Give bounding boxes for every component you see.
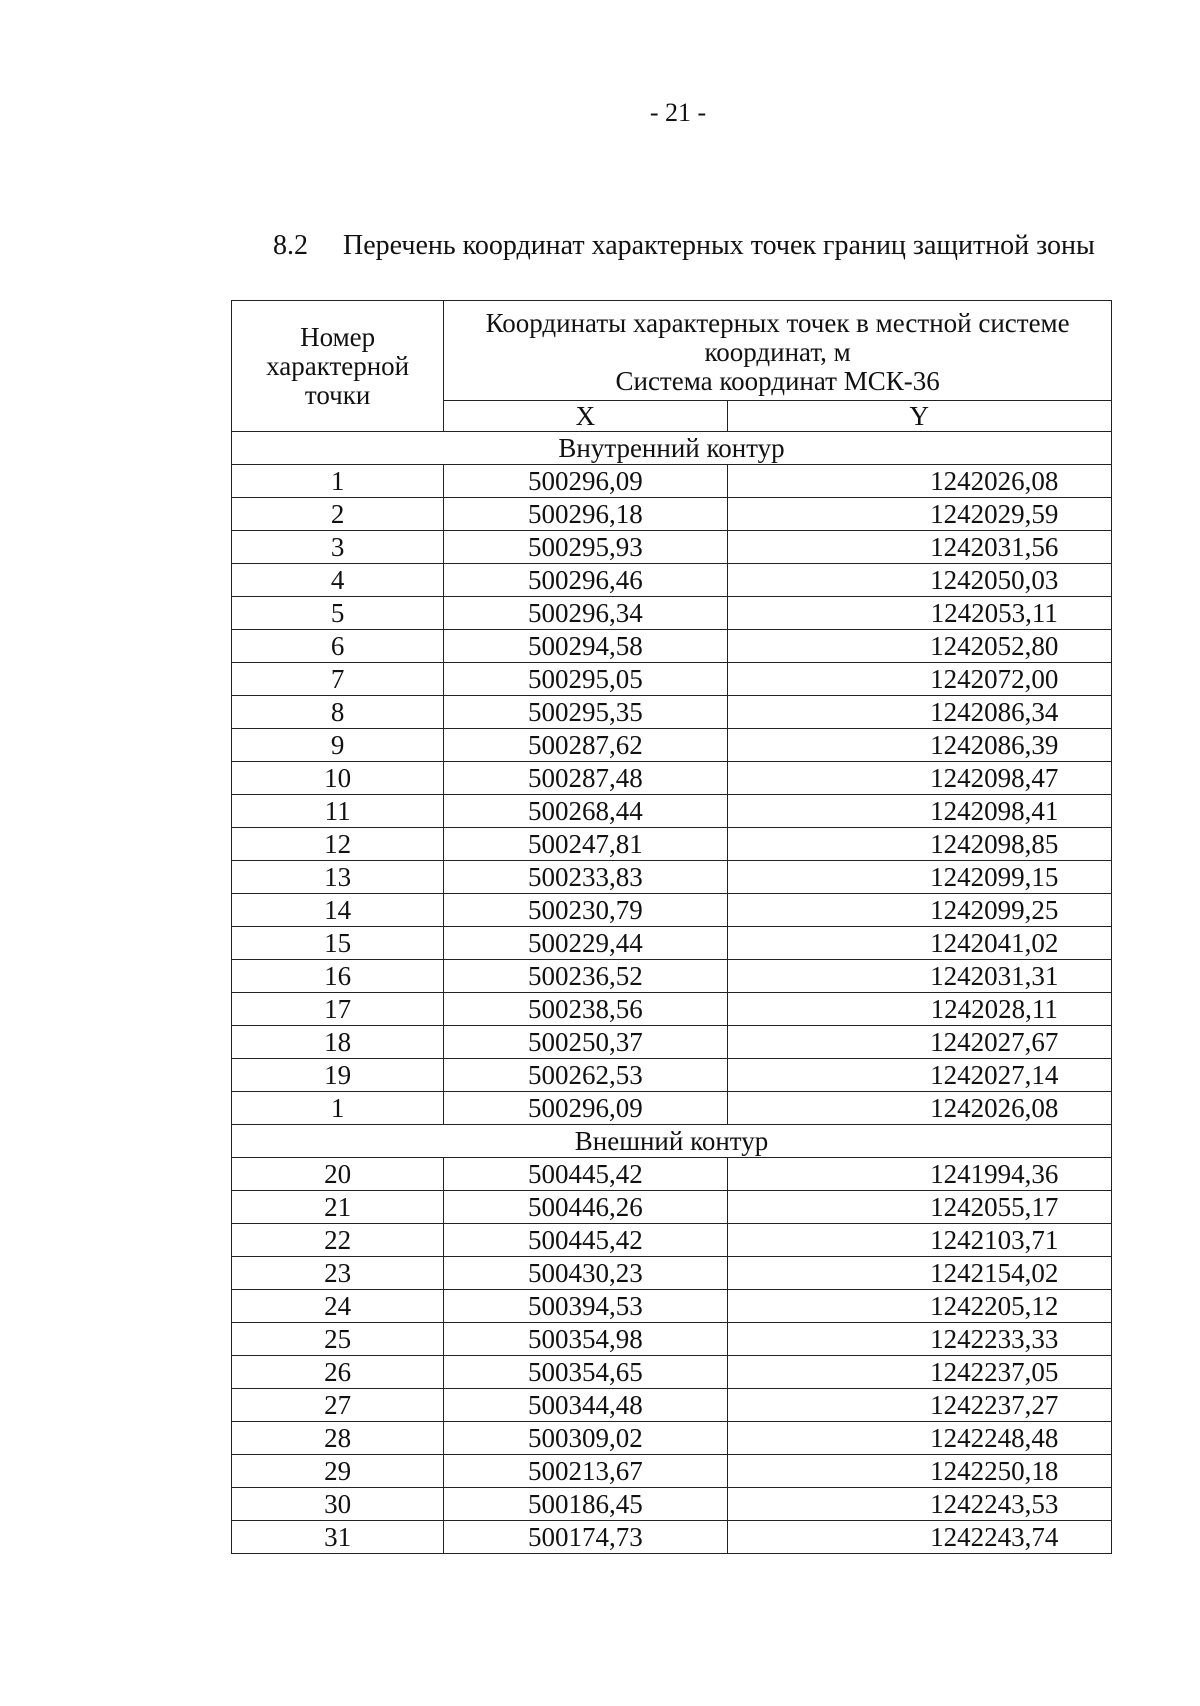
cell-point-number: 25 [232,1323,444,1356]
cell-x: 500296,09 [444,1092,727,1125]
cell-point-number: 30 [232,1488,444,1521]
section-number: 8.2 [273,230,308,261]
table-row [232,993,1112,1026]
cell-x: 500354,98 [444,1323,727,1356]
cell-y: 1242098,85 [727,828,1111,861]
section-heading [273,230,1095,262]
table-row [232,498,1112,531]
cell-y: 1242098,41 [727,795,1111,828]
cell-point-number: 27 [232,1389,444,1422]
coordinates-table [231,300,1112,1554]
cell-y: 1242233,33 [727,1323,1111,1356]
cell-y: 1242086,34 [727,696,1111,729]
cell-x: 500394,53 [444,1290,727,1323]
cell-x: 500294,58 [444,630,727,663]
cell-x: 500186,45 [444,1488,727,1521]
table-row [232,729,1112,762]
cell-x: 500430,23 [444,1257,727,1290]
cell-x: 500446,26 [444,1191,727,1224]
table-row [232,1455,1112,1488]
cell-x: 500354,65 [444,1356,727,1389]
cell-point-number: 9 [232,729,444,762]
table-row [232,465,1112,498]
header-coordinates [444,301,1112,401]
cell-x: 500295,93 [444,531,727,564]
cell-y: 1242099,25 [727,894,1111,927]
cell-point-number: 22 [232,1224,444,1257]
header-coordinates-line-2: координат, м [704,336,851,367]
cell-y: 1242243,53 [727,1488,1111,1521]
cell-x: 500344,48 [444,1389,727,1422]
cell-point-number: 6 [232,630,444,663]
cell-y: 1242205,12 [727,1290,1111,1323]
cell-x: 500262,53 [444,1059,727,1092]
cell-x: 500174,73 [444,1521,727,1554]
cell-point-number: 11 [232,795,444,828]
page-number: - 21 - [649,98,707,127]
contour-group-row [232,432,1112,465]
cell-point-number: 28 [232,1422,444,1455]
cell-point-number: 23 [232,1257,444,1290]
cell-x: 500296,09 [444,465,727,498]
section-title: Перечень координат характерных точек границ защитной зоны [343,230,1095,261]
cell-point-number: 4 [232,564,444,597]
table-row [232,762,1112,795]
cell-point-number: 24 [232,1290,444,1323]
cell-y: 1242103,71 [727,1224,1111,1257]
table-row [232,1224,1112,1257]
header-coordinates-line-3: Система координат МСК-36 [615,365,940,396]
cell-x: 500295,35 [444,696,727,729]
cell-point-number: 5 [232,597,444,630]
cell-point-number: 17 [232,993,444,1026]
contour-title: Внешний контур [232,1125,1112,1158]
cell-x: 500247,81 [444,828,727,861]
table-row [232,597,1112,630]
cell-y: 1242026,08 [727,1092,1111,1125]
cell-point-number: 1 [232,1092,444,1125]
cell-y: 1242154,02 [727,1257,1111,1290]
table-row [232,1488,1112,1521]
table-row [232,1323,1112,1356]
table-row [232,1521,1112,1554]
table-row [232,1158,1112,1191]
table-row [232,1191,1112,1224]
cell-x: 500287,62 [444,729,727,762]
cell-y: 1242028,11 [727,993,1111,1026]
cell-y: 1242031,31 [727,960,1111,993]
cell-x: 500229,44 [444,927,727,960]
cell-y: 1242053,11 [727,597,1111,630]
cell-point-number: 12 [232,828,444,861]
table-row [232,927,1112,960]
table-row [232,564,1112,597]
table-row [232,1092,1112,1125]
table-row [232,1422,1112,1455]
table-row [232,861,1112,894]
cell-y: 1242052,80 [727,630,1111,663]
cell-y: 1242072,00 [727,663,1111,696]
cell-x: 500268,44 [444,795,727,828]
cell-x: 500295,05 [444,663,727,696]
cell-point-number: 2 [232,498,444,531]
table-row [232,795,1112,828]
table-row [232,531,1112,564]
table-row [232,828,1112,861]
cell-x: 500213,67 [444,1455,727,1488]
table-row [232,1026,1112,1059]
table-row [232,696,1112,729]
cell-x: 500236,52 [444,960,727,993]
cell-point-number: 20 [232,1158,444,1191]
cell-y: 1242248,48 [727,1422,1111,1455]
header-y: Y [727,401,1111,432]
table-row [232,894,1112,927]
cell-y: 1242026,08 [727,465,1111,498]
cell-x: 500296,18 [444,498,727,531]
cell-y: 1242031,56 [727,531,1111,564]
cell-y: 1242250,18 [727,1455,1111,1488]
contour-title: Внутренний контур [232,432,1112,465]
table-row [232,960,1112,993]
table-body [232,432,1112,1554]
cell-point-number: 1 [232,465,444,498]
cell-y: 1242050,03 [727,564,1111,597]
cell-y: 1242098,47 [727,762,1111,795]
table-row [232,1389,1112,1422]
cell-x: 500445,42 [444,1224,727,1257]
header-x: X [444,401,727,432]
cell-y: 1242243,74 [727,1521,1111,1554]
cell-y: 1242055,17 [727,1191,1111,1224]
cell-y: 1242029,59 [727,498,1111,531]
cell-y: 1242086,39 [727,729,1111,762]
cell-point-number: 29 [232,1455,444,1488]
cell-point-number: 21 [232,1191,444,1224]
table-row [232,630,1112,663]
cell-point-number: 10 [232,762,444,795]
cell-y: 1242027,14 [727,1059,1111,1092]
header-point-number: Номер характерной точки [232,301,444,432]
cell-x: 500233,83 [444,861,727,894]
cell-point-number: 8 [232,696,444,729]
cell-point-number: 13 [232,861,444,894]
cell-point-number: 15 [232,927,444,960]
table-row [232,1356,1112,1389]
contour-group-row [232,1125,1112,1158]
cell-x: 500309,02 [444,1422,727,1455]
cell-point-number: 3 [232,531,444,564]
cell-y: 1242237,05 [727,1356,1111,1389]
cell-y: 1242099,15 [727,861,1111,894]
cell-point-number: 18 [232,1026,444,1059]
cell-y: 1241994,36 [727,1158,1111,1191]
cell-x: 500445,42 [444,1158,727,1191]
table-row [232,1290,1112,1323]
table-row [232,1059,1112,1092]
table-row [232,663,1112,696]
cell-x: 500296,34 [444,597,727,630]
cell-y: 1242027,67 [727,1026,1111,1059]
cell-x: 500296,46 [444,564,727,597]
cell-x: 500238,56 [444,993,727,1026]
cell-point-number: 14 [232,894,444,927]
cell-x: 500230,79 [444,894,727,927]
table-row [232,1257,1112,1290]
cell-point-number: 19 [232,1059,444,1092]
cell-y: 1242237,27 [727,1389,1111,1422]
cell-y: 1242041,02 [727,927,1111,960]
cell-point-number: 26 [232,1356,444,1389]
cell-x: 500287,48 [444,762,727,795]
header-coordinates-line-1: Координаты характерных точек в местной системе [485,307,1070,338]
cell-point-number: 7 [232,663,444,696]
cell-x: 500250,37 [444,1026,727,1059]
cell-point-number: 31 [232,1521,444,1554]
cell-point-number: 16 [232,960,444,993]
